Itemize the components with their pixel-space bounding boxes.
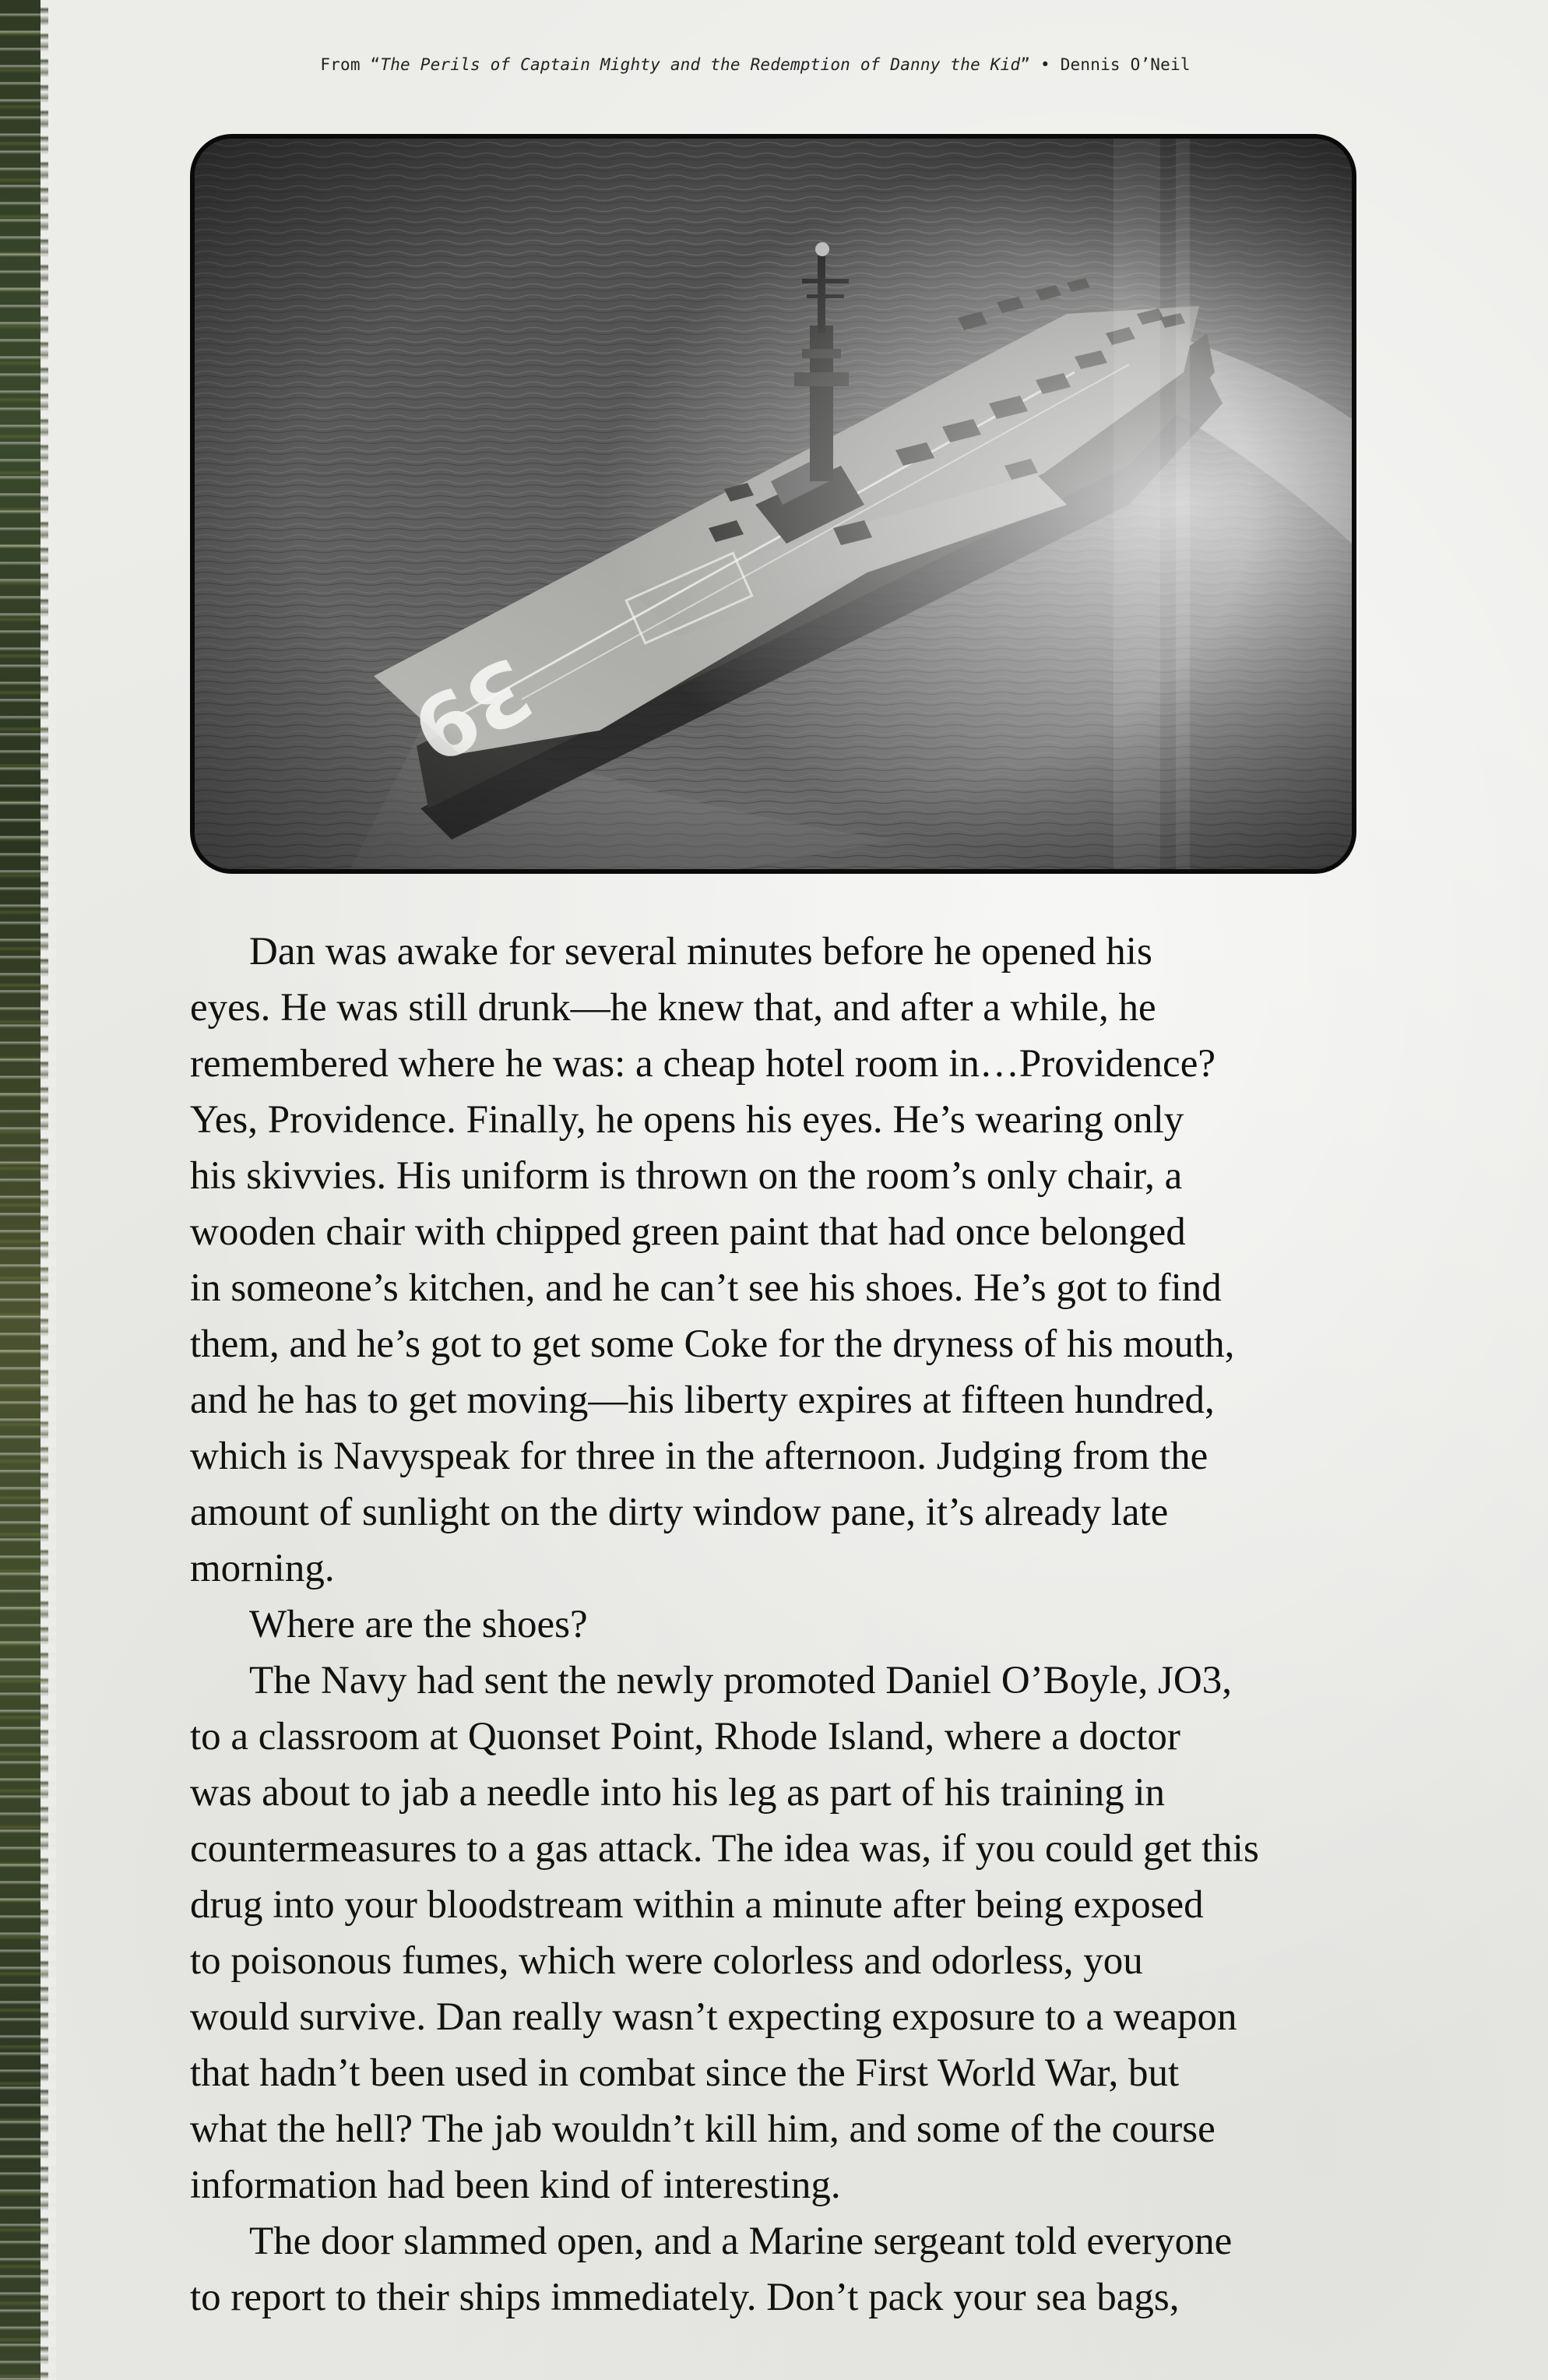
story-text — [190, 924, 1374, 2325]
header-prefix: From “ — [320, 55, 381, 74]
aircraft-carrier-illustration — [195, 139, 1352, 869]
text-line: what the hell? The jab wouldn’t kill him, and some of the course — [190, 2107, 1216, 2151]
text-line: eyes. He was still drunk—he knew that, and after a while, he — [190, 986, 1156, 1030]
text-line: The Navy had sent the newly promoted Daniel O’Boyle, JO3, — [249, 1659, 1232, 1702]
text-line: which is Navyspeak for three in the afternoon. Judging from the — [190, 1435, 1208, 1478]
text-line: Where are the shoes? — [249, 1603, 588, 1646]
text-line: that hadn’t been used in combat since the First World War, but — [190, 2051, 1180, 2095]
text-line: wooden chair with chipped green paint that had once belonged — [190, 1210, 1186, 1254]
text-line: The door slammed open, and a Marine sergeant told everyone — [249, 2220, 1233, 2263]
aircraft-carrier-photo — [190, 134, 1356, 874]
text-line: would survive. Dan really wasn’t expecting exposure to a weapon — [190, 1995, 1237, 2039]
text-line: Dan was awake for several minutes before he opened his — [249, 930, 1152, 973]
text-line: and he has to get moving—his liberty expires at fifteen hundred, — [190, 1378, 1215, 1422]
text-line: information had been kind of interesting. — [190, 2163, 841, 2207]
text-line: them, and he’s got to get some Coke for the dryness of his mouth, — [190, 1322, 1235, 1366]
text-line: amount of sunlight on the dirty window pane, it’s already late — [190, 1491, 1169, 1534]
text-line: his skivvies. His uniform is thrown on the room’s only chair, a — [190, 1154, 1183, 1198]
torn-page-edge — [0, 0, 48, 2380]
text-line: morning. — [190, 1547, 335, 1590]
text-line: to poisonous fumes, which were colorless and odorless, you — [190, 1939, 1143, 1983]
text-line: Yes, Providence. Finally, he opens his eyes. He’s wearing only — [190, 1098, 1184, 1142]
header-book-title: The Perils of Captain Mighty and the Redemption of Danny the Kid — [380, 55, 1021, 74]
text-line: countermeasures to a gas attack. The idea was, if you could get this — [190, 1827, 1259, 1871]
text-line: to report to their ships immediately. Don’t pack your sea bags, — [190, 2276, 1180, 2319]
text-line: in someone’s kitchen, and he can’t see his shoes. He’s got to find — [190, 1266, 1222, 1310]
text-line: was about to jab a needle into his leg as part of his training in — [190, 1771, 1166, 1815]
header-author: ” • Dennis O’Neil — [1020, 55, 1191, 74]
running-header — [156, 53, 1355, 76]
text-line: remembered where he was: a cheap hotel room in…Providence? — [190, 1042, 1216, 1086]
text-line: to a classroom at Quonset Point, Rhode Island, where a doctor — [190, 1715, 1180, 1759]
text-line: drug into your bloodstream within a minute after being exposed — [190, 1883, 1204, 1927]
